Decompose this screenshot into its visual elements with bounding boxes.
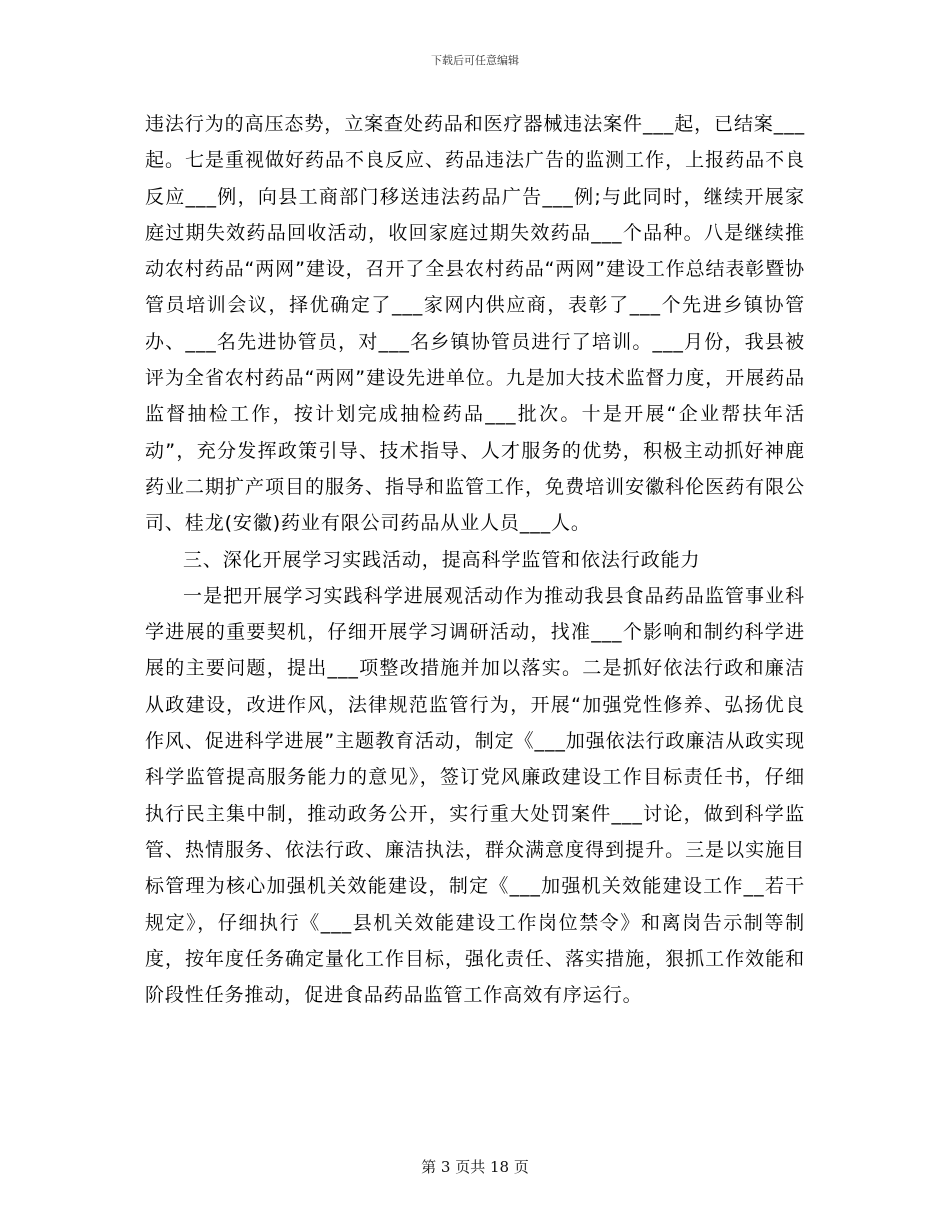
- page-footer: 第 3 页共 18 页: [421, 1158, 529, 1176]
- paragraph-continuation: 违法行为的高压态势，立案查处药品和医疗器械违法案件___起，已结案___起。七是重视做好药品不良反应、药品违法广告的监测工作，上报药品不良反应___例，向县工商部门移送违法药品广告___例;与此同时，继续开展家庭过期失效药品回收活动，收回家庭过期失效药品___个品种。八是继续推动农村药品“两网”建设，召开了全县农村药品“两网”建设工作总结表彰暨协管员培训会议，择优确定了___家网内供应商，表彰了___个先进乡镇协管办、___名先进协管员，对___名乡镇协管员进行了培训。___月份，我县被评为全省农村药品“两网”建设先进单位。九是加大技术监督力度，开展药品监督抽检工作，按计划完成抽检药品___批次。十是开展“企业帮扶年活动”，充分发挥政策引导、技术指导、人才服务的优势，积极主动抓好神鹿药业二期扩产项目的服务、指导和监管工作，免费培训安徽科伦医药有限公司、桂龙(安徽)药业有限公司药品从业人员___人。: [145, 113, 805, 535]
- document-body: [145, 106, 805, 1013]
- paragraph: 一是把开展学习实践科学进展观活动作为推动我县食品药品监管事业科学进展的重要契机，仔细开展学习调研活动，找准___个影响和制约科学进展的主要问题，提出___项整改措施并加以落实。二是抓好依法行政和廉洁从政建设，改进作风，法律规范监管行为，开展“加强党性修养、弘扬优良作风、促进科学进展”主题教育活动，制定《___加强依法行政廉洁从政实现科学监管提高服务能力的意见》，签订党风廉政建设工作目标责任书，仔细执行民主集中制，推动政务公开，实行重大处罚案件___讨论，做到科学监管、热情服务、依法行政、廉洁执法，群众满意度得到提升。三是以实施目标管理为核心加强机关效能建设，制定《___加强机关效能建设工作__若干规定》，仔细执行《___县机关效能建设工作岗位禁令》和离岗告示制等制度，按年度任务确定量化工作目标，强化责任、落实措施，狠抓工作效能和阶段性任务推动，促进食品药品监管工作高效有序运行。: [145, 584, 805, 1007]
- page-header: 下载后可任意编辑: [431, 54, 519, 67]
- section-heading: 三、深化开展学习实践活动，提高科学监管和依法行政能力: [183, 548, 701, 571]
